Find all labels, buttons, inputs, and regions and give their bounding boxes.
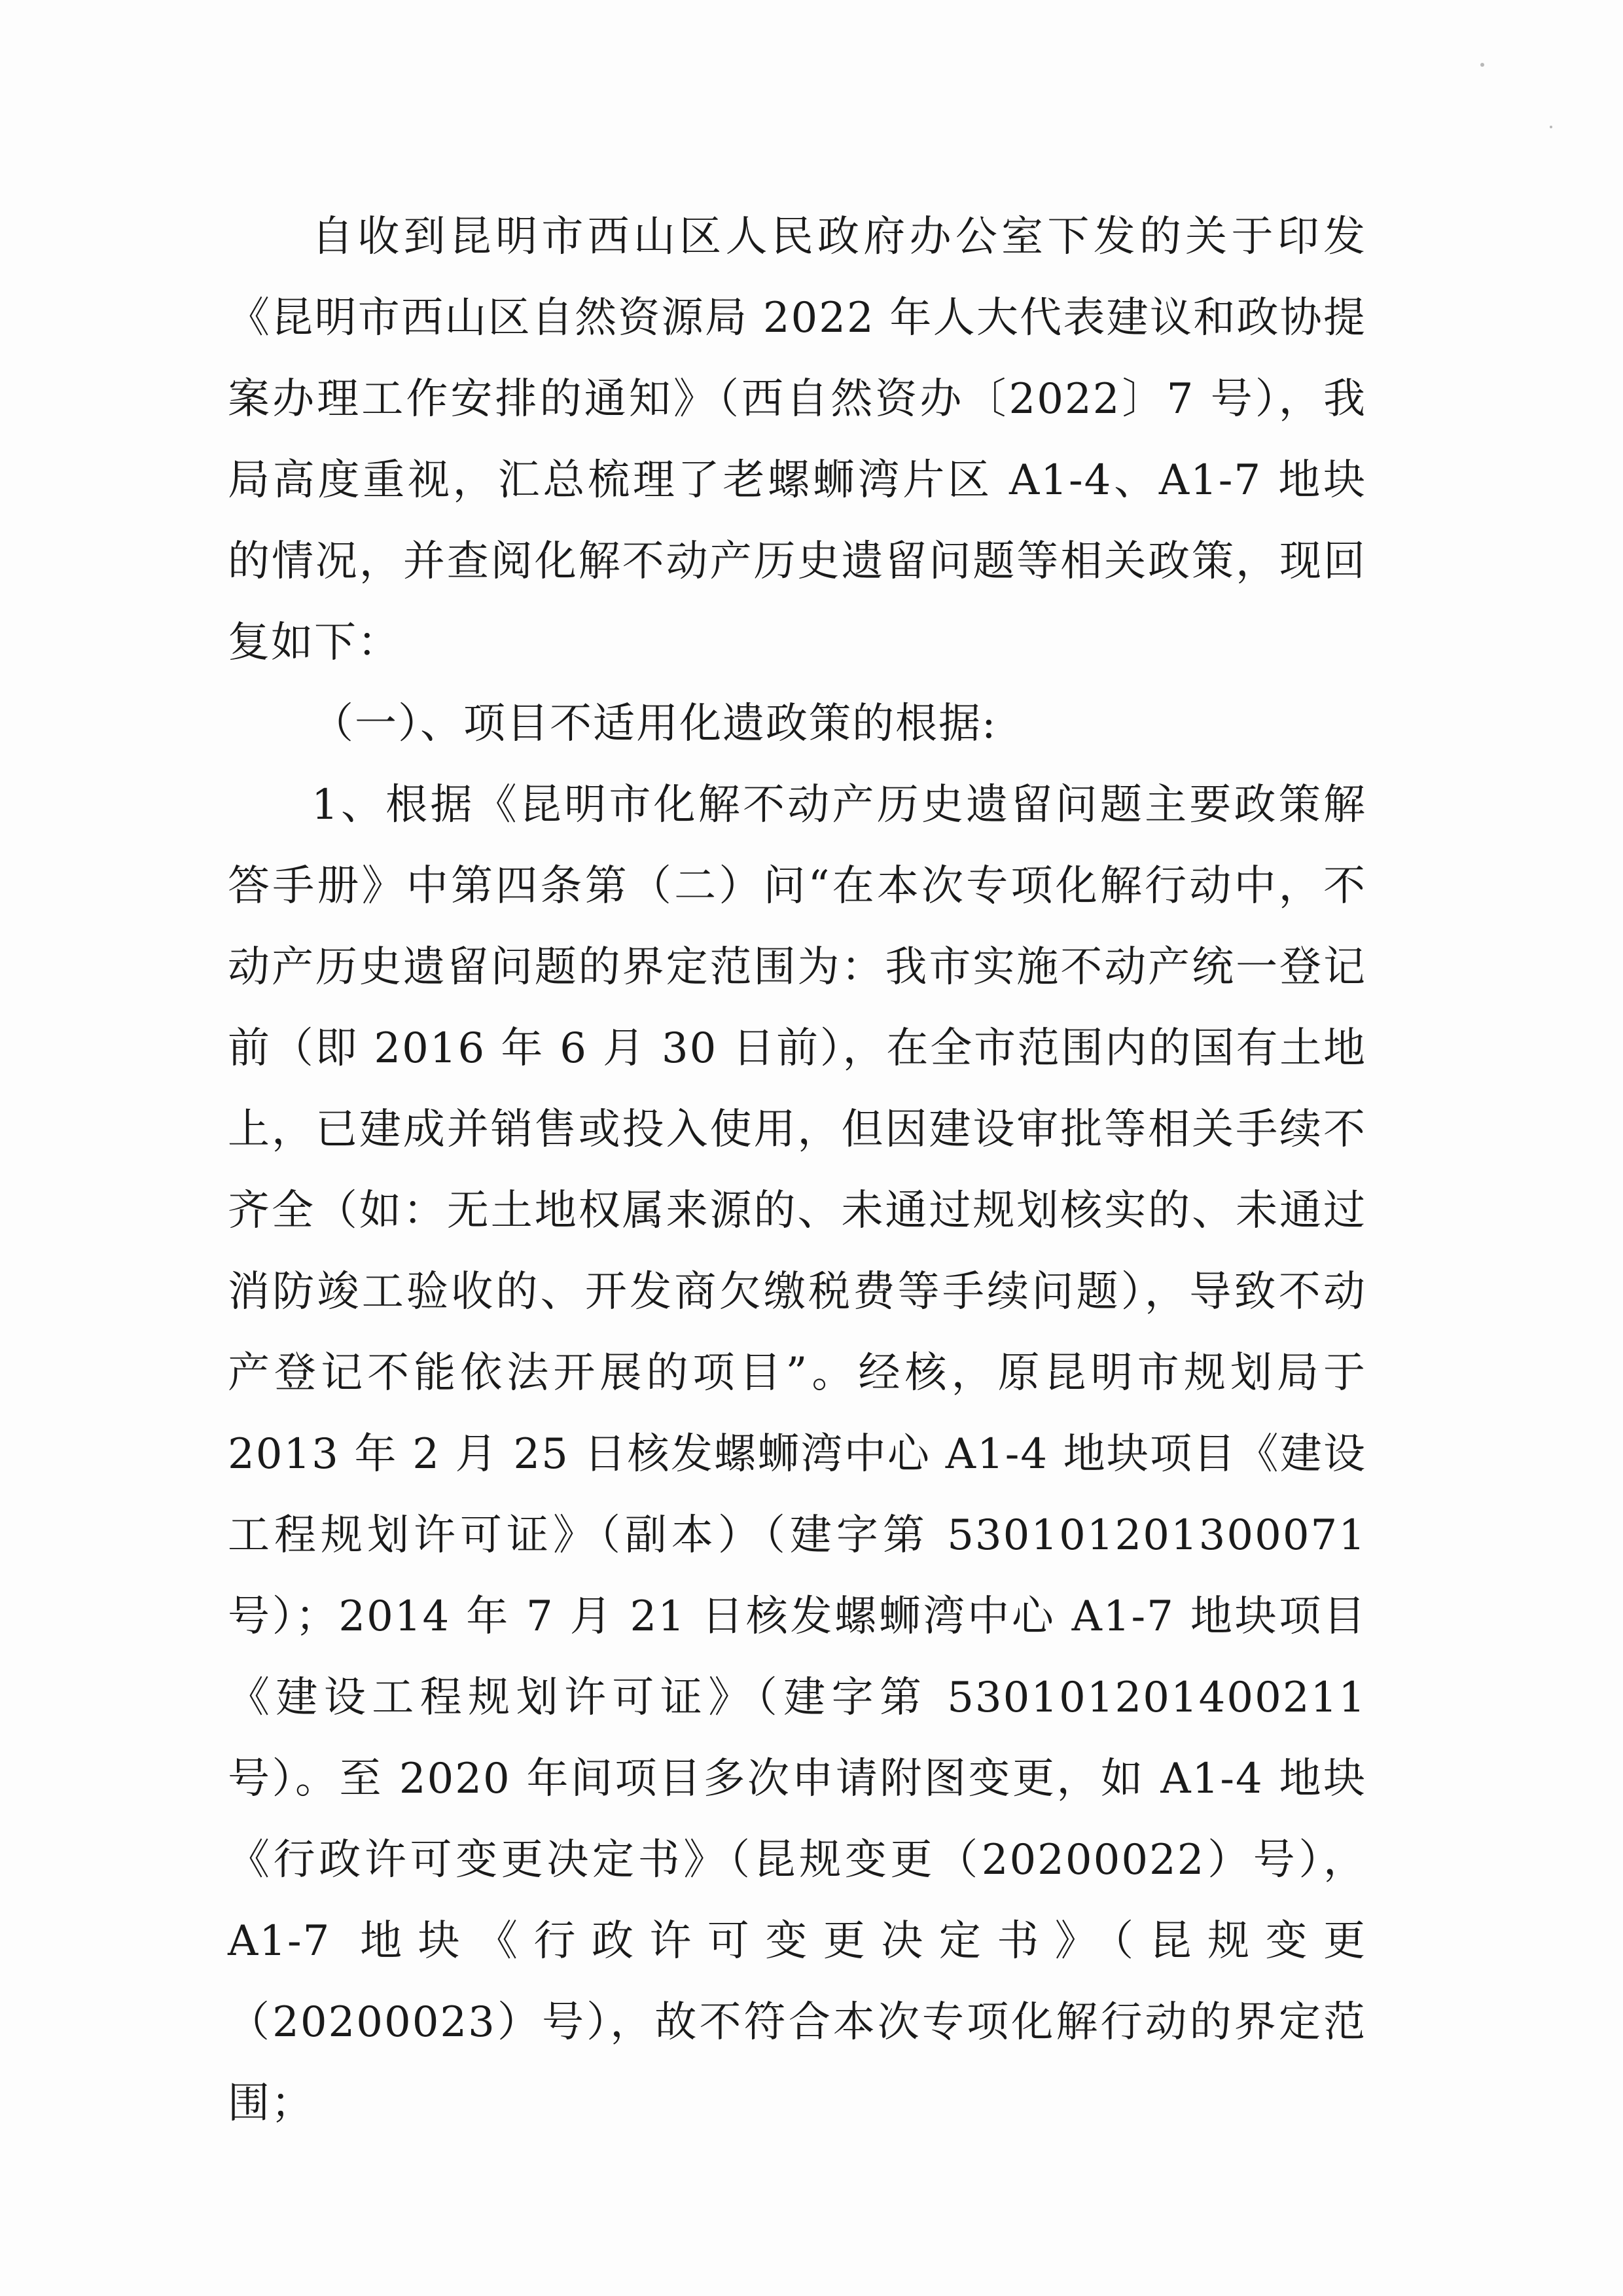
intro-paragraph: 自收到昆明市西山区人民政府办公室下发的关于印发《昆明市西山区自然资源局 2022 年人大代表建议和政协提案办理工作安排的通知》（西自然资办〔2022〕7 号），我局高度重视，汇总梳理了老螺蛳湾片区 A1-4、A1-7 地块的情况，并查阅化解不动产历史遗留问题等相关政策，现回复如下： [228,213,1366,667]
document-body [228,196,1366,2144]
scan-speck [1550,126,1552,128]
point-1-paragraph: 1、根据《昆明市化解不动产历史遗留问题主要政策解答手册》中第四条第（二）问“在本次专项化解行动中，不动产历史遗留问题的界定范围为：我市实施不动产统一登记前（即 2016 年 6 月 30 日前），在全市范围内的国有土地上，已建成并销售或投入使用，但因建设审批等相关手续不齐全（如：无土地权属来源的、未通过规划核实的、未通过消防竣工验收的、开发商欠缴税费等手续问题），导致不动产登记不能依法开展的项目”。经核，原昆明市规划局于 2013 年 2 月 25 日核发螺蛳湾中心 A1-4 地块项目《建设工程规划许可证》（副本）（建字第 530101201300071 号）；2014 年 7 月 21 日核发螺蛳湾中心 A1-7 地块项目《建设工程规划许可证》（建字第 530101201400211 号）。至 2020 年间项目多次申请附图变更，如 A1-4 地块《行政许可变更决定书》（昆规变更（20200022）号），A1-7 地块《行政许可变更决定书》（昆规变更（20200023）号），故不符合本次专项化解行动的界定范围； [228,781,1366,2128]
section-heading: （一）、项目不适用化遗政策的根据: [312,700,997,748]
scan-speck [1480,63,1484,67]
